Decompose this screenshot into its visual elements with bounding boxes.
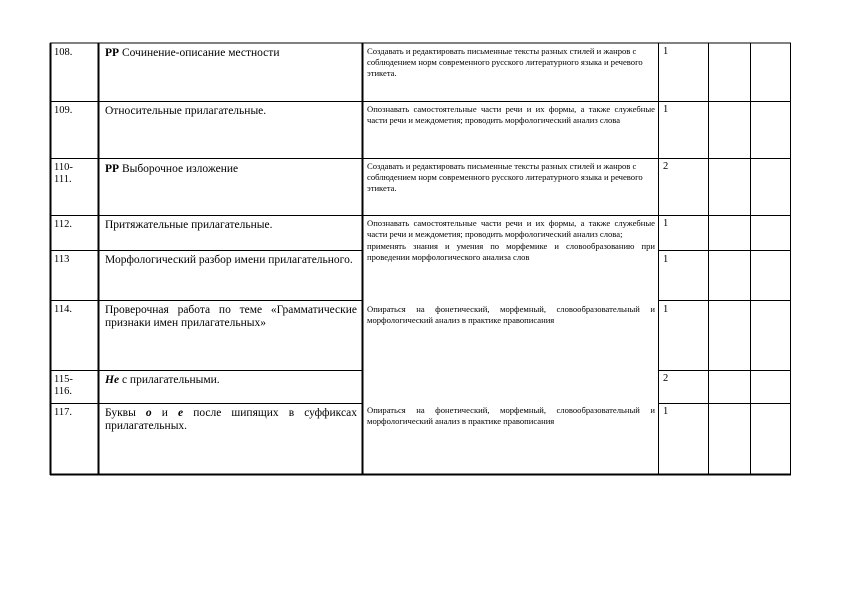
row-number: 115-116. bbox=[54, 374, 73, 397]
topic-text-pre: Буквы bbox=[105, 407, 136, 419]
row-number: 117. bbox=[54, 407, 72, 418]
letter-e: е bbox=[178, 407, 184, 419]
topic-text: Относительные прилагательные. bbox=[105, 105, 267, 117]
lesson-topic bbox=[105, 163, 357, 176]
hours-count: 2 bbox=[663, 373, 669, 384]
topic-text: с прилагательными. bbox=[121, 374, 220, 386]
topic-prefix: РР bbox=[105, 47, 120, 59]
topic-italic: Не bbox=[105, 374, 120, 386]
lesson-topic bbox=[105, 47, 357, 60]
competency-part: Опознавать самостоятельные части речи и их формы, а также служебные части речи и междометия; проводить морфологический анализ слова; bbox=[367, 218, 655, 239]
hours-count: 1 bbox=[663, 304, 669, 315]
row-number: 112. bbox=[54, 219, 72, 230]
topic-text: Притяжательные прилагательные. bbox=[105, 219, 273, 231]
lesson-topic: Морфологический разбор имени прилагательного. bbox=[105, 254, 353, 266]
topic-text: Сочинение-описание местности bbox=[121, 47, 280, 59]
competency-text: Опираться на фонетический, морфемный, словообразовательный и морфологический анализ в практике правописания bbox=[367, 405, 655, 426]
competency-text: Создавать и редактировать письменные тексты разных стилей и жанров с соблюдением норм современного русского литературного языка и речевого этикета. bbox=[367, 46, 643, 78]
competency-text: Создавать и редактировать письменные тексты разных стилей и жанров с соблюдением норм современного русского литературного языка и речевого этикета. bbox=[367, 161, 643, 193]
lesson-topic bbox=[105, 105, 357, 118]
lesson-topic bbox=[105, 219, 357, 232]
lesson-topic bbox=[105, 374, 357, 387]
row-number: 109. bbox=[54, 105, 73, 116]
topic-prefix: РР bbox=[105, 163, 120, 175]
competency-text: Опознавать самостоятельные части речи и их формы, а также служебные части речи и междометия; проводить морфологический анализ слова bbox=[367, 104, 655, 125]
row-number: 108. bbox=[54, 47, 73, 58]
letter-o: о bbox=[145, 407, 152, 419]
topic-text-and: и bbox=[161, 407, 168, 419]
competency-text: Опираться на фонетический, морфемный, словообразовательный и морфологический анализ в практике правописания bbox=[367, 304, 655, 325]
competency-text bbox=[367, 218, 655, 263]
hours-count: 1 bbox=[663, 104, 669, 115]
row-number: 110-111. bbox=[54, 162, 73, 185]
hours-count: 2 bbox=[663, 161, 669, 172]
hours-count: 1 bbox=[663, 406, 669, 417]
lesson-topic: Проверочная работа по теме «Грамматические признаки имен прилагательных» bbox=[105, 304, 357, 329]
topic-text: Выборочное изложение bbox=[121, 163, 239, 175]
hours-count: 1 bbox=[663, 218, 669, 229]
competency-part: применять знания и умения по морфемике и словообразованию при проведении морфологического анализа слов bbox=[367, 241, 655, 262]
row-number: 114. bbox=[54, 304, 72, 315]
hours-count: 1 bbox=[663, 254, 669, 265]
lesson-topic bbox=[105, 407, 357, 433]
topic-text: после шипящих в суффиксах прилагательных. bbox=[105, 407, 357, 432]
row-number: 113 bbox=[54, 254, 70, 265]
hours-count: 1 bbox=[663, 46, 669, 57]
